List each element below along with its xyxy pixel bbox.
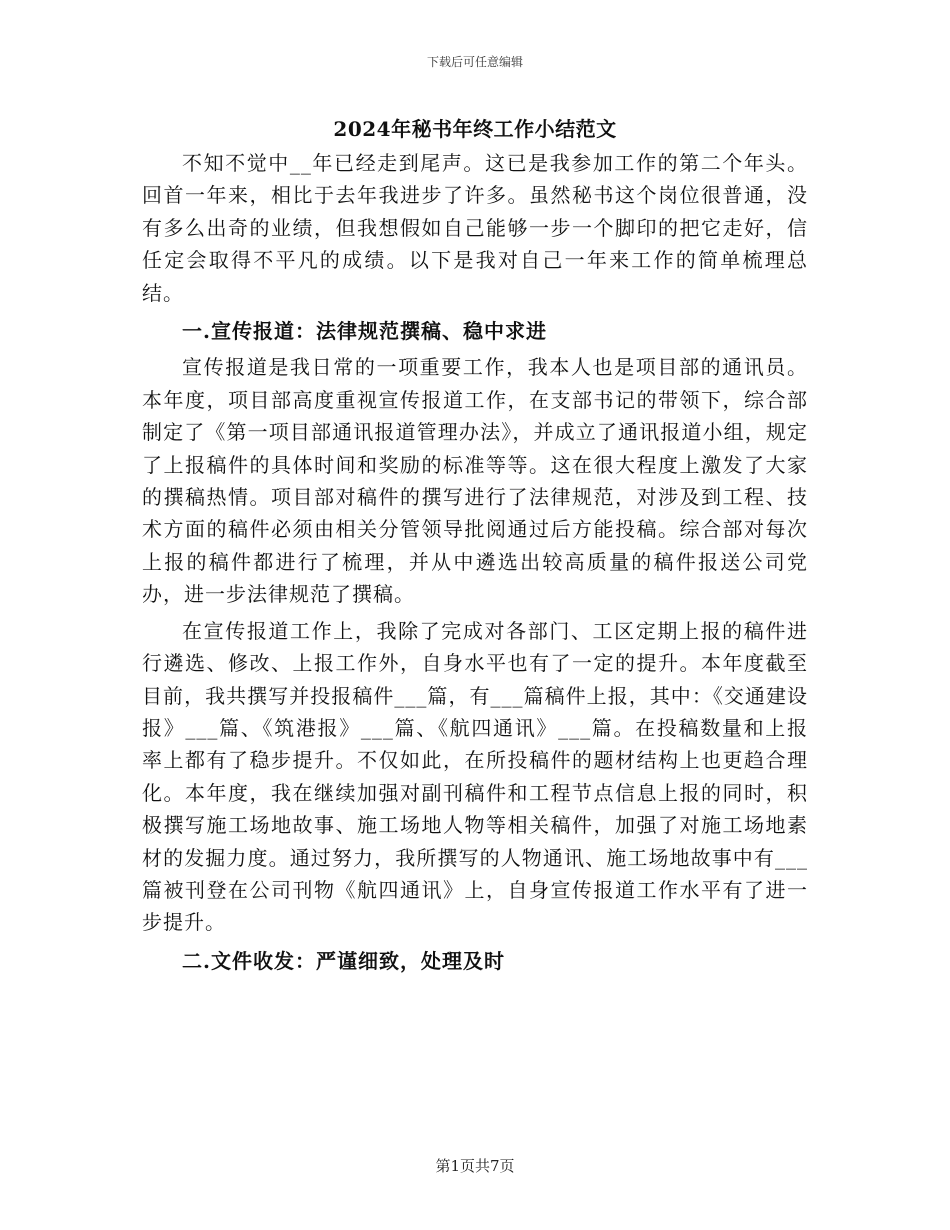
section-heading-publicity: 一.宣传报道：法律规范撰稿、稳中求进 bbox=[182, 319, 547, 344]
page-number: 第1页共7页 bbox=[435, 1157, 515, 1175]
header-note: 下载后可任意编辑 bbox=[426, 55, 523, 69]
intro-paragraph: 不知不觉中__年已经走到尾声。这已是我参加工作的第二个年头。回首一年来，相比于去年我进步了许多。虽然秘书这个岗位很普通，没有多么出奇的业绩，但我想假如自己能够一步一个脚印的把它走好，信任定会取得不平凡的成绩。以下是我对自己一年来工作的简单梳理总结。 bbox=[142, 151, 808, 305]
publicity-paragraph-1: 宣传报道是我日常的一项重要工作，我本人也是项目部的通讯员。本年度，项目部高度重视宣传报道工作，在支部书记的带领下，综合部制定了《第一项目部通讯报道管理办法》，并成立了通讯报道小组，规定了上报稿件的具体时间和奖励的标准等等。这在很大程度上激发了大家的撰稿热情。项目部对稿件的撰写进行了法律规范，对涉及到工程、技术方面的稿件必须由相关分管领导批阅通过后方能投稿。综合部对每次上报的稿件都进行了梳理，并从中遴选出较高质量的稿件报送公司党办，进一步法律规范了撰稿。 bbox=[142, 355, 808, 607]
document-title: 2024年秘书年终工作小结范文 bbox=[333, 117, 617, 141]
publicity-paragraph-2: 在宣传报道工作上，我除了完成对各部门、工区定期上报的稿件进行遴选、修改、上报工作外，自身水平也有了一定的提升。本年度截至目前，我共撰写并投报稿件___篇，有___篇稿件上报，其中：《交通建设报》___篇、《筑港报》___篇、《航四通讯》___篇。在投稿数量和上报率上都有了稳步提升。不仅如此，在所投稿件的题材结构上也更趋合理化。本年度，我在继续加强对副刊稿件和工程节点信息上报的同时，积极撰写施工场地故事、施工场地人物等相关稿件，加强了对施工场地素材的发掘力度。通过努力，我所撰写的人物通讯、施工场地故事中有___篇被刊登在公司刊物《航四通讯》上，自身宣传报道工作水平有了进一步提升。 bbox=[142, 618, 808, 935]
section-heading-documents: 二.文件收发：严谨细致，处理及时 bbox=[182, 948, 505, 973]
document-body bbox=[142, 147, 808, 981]
